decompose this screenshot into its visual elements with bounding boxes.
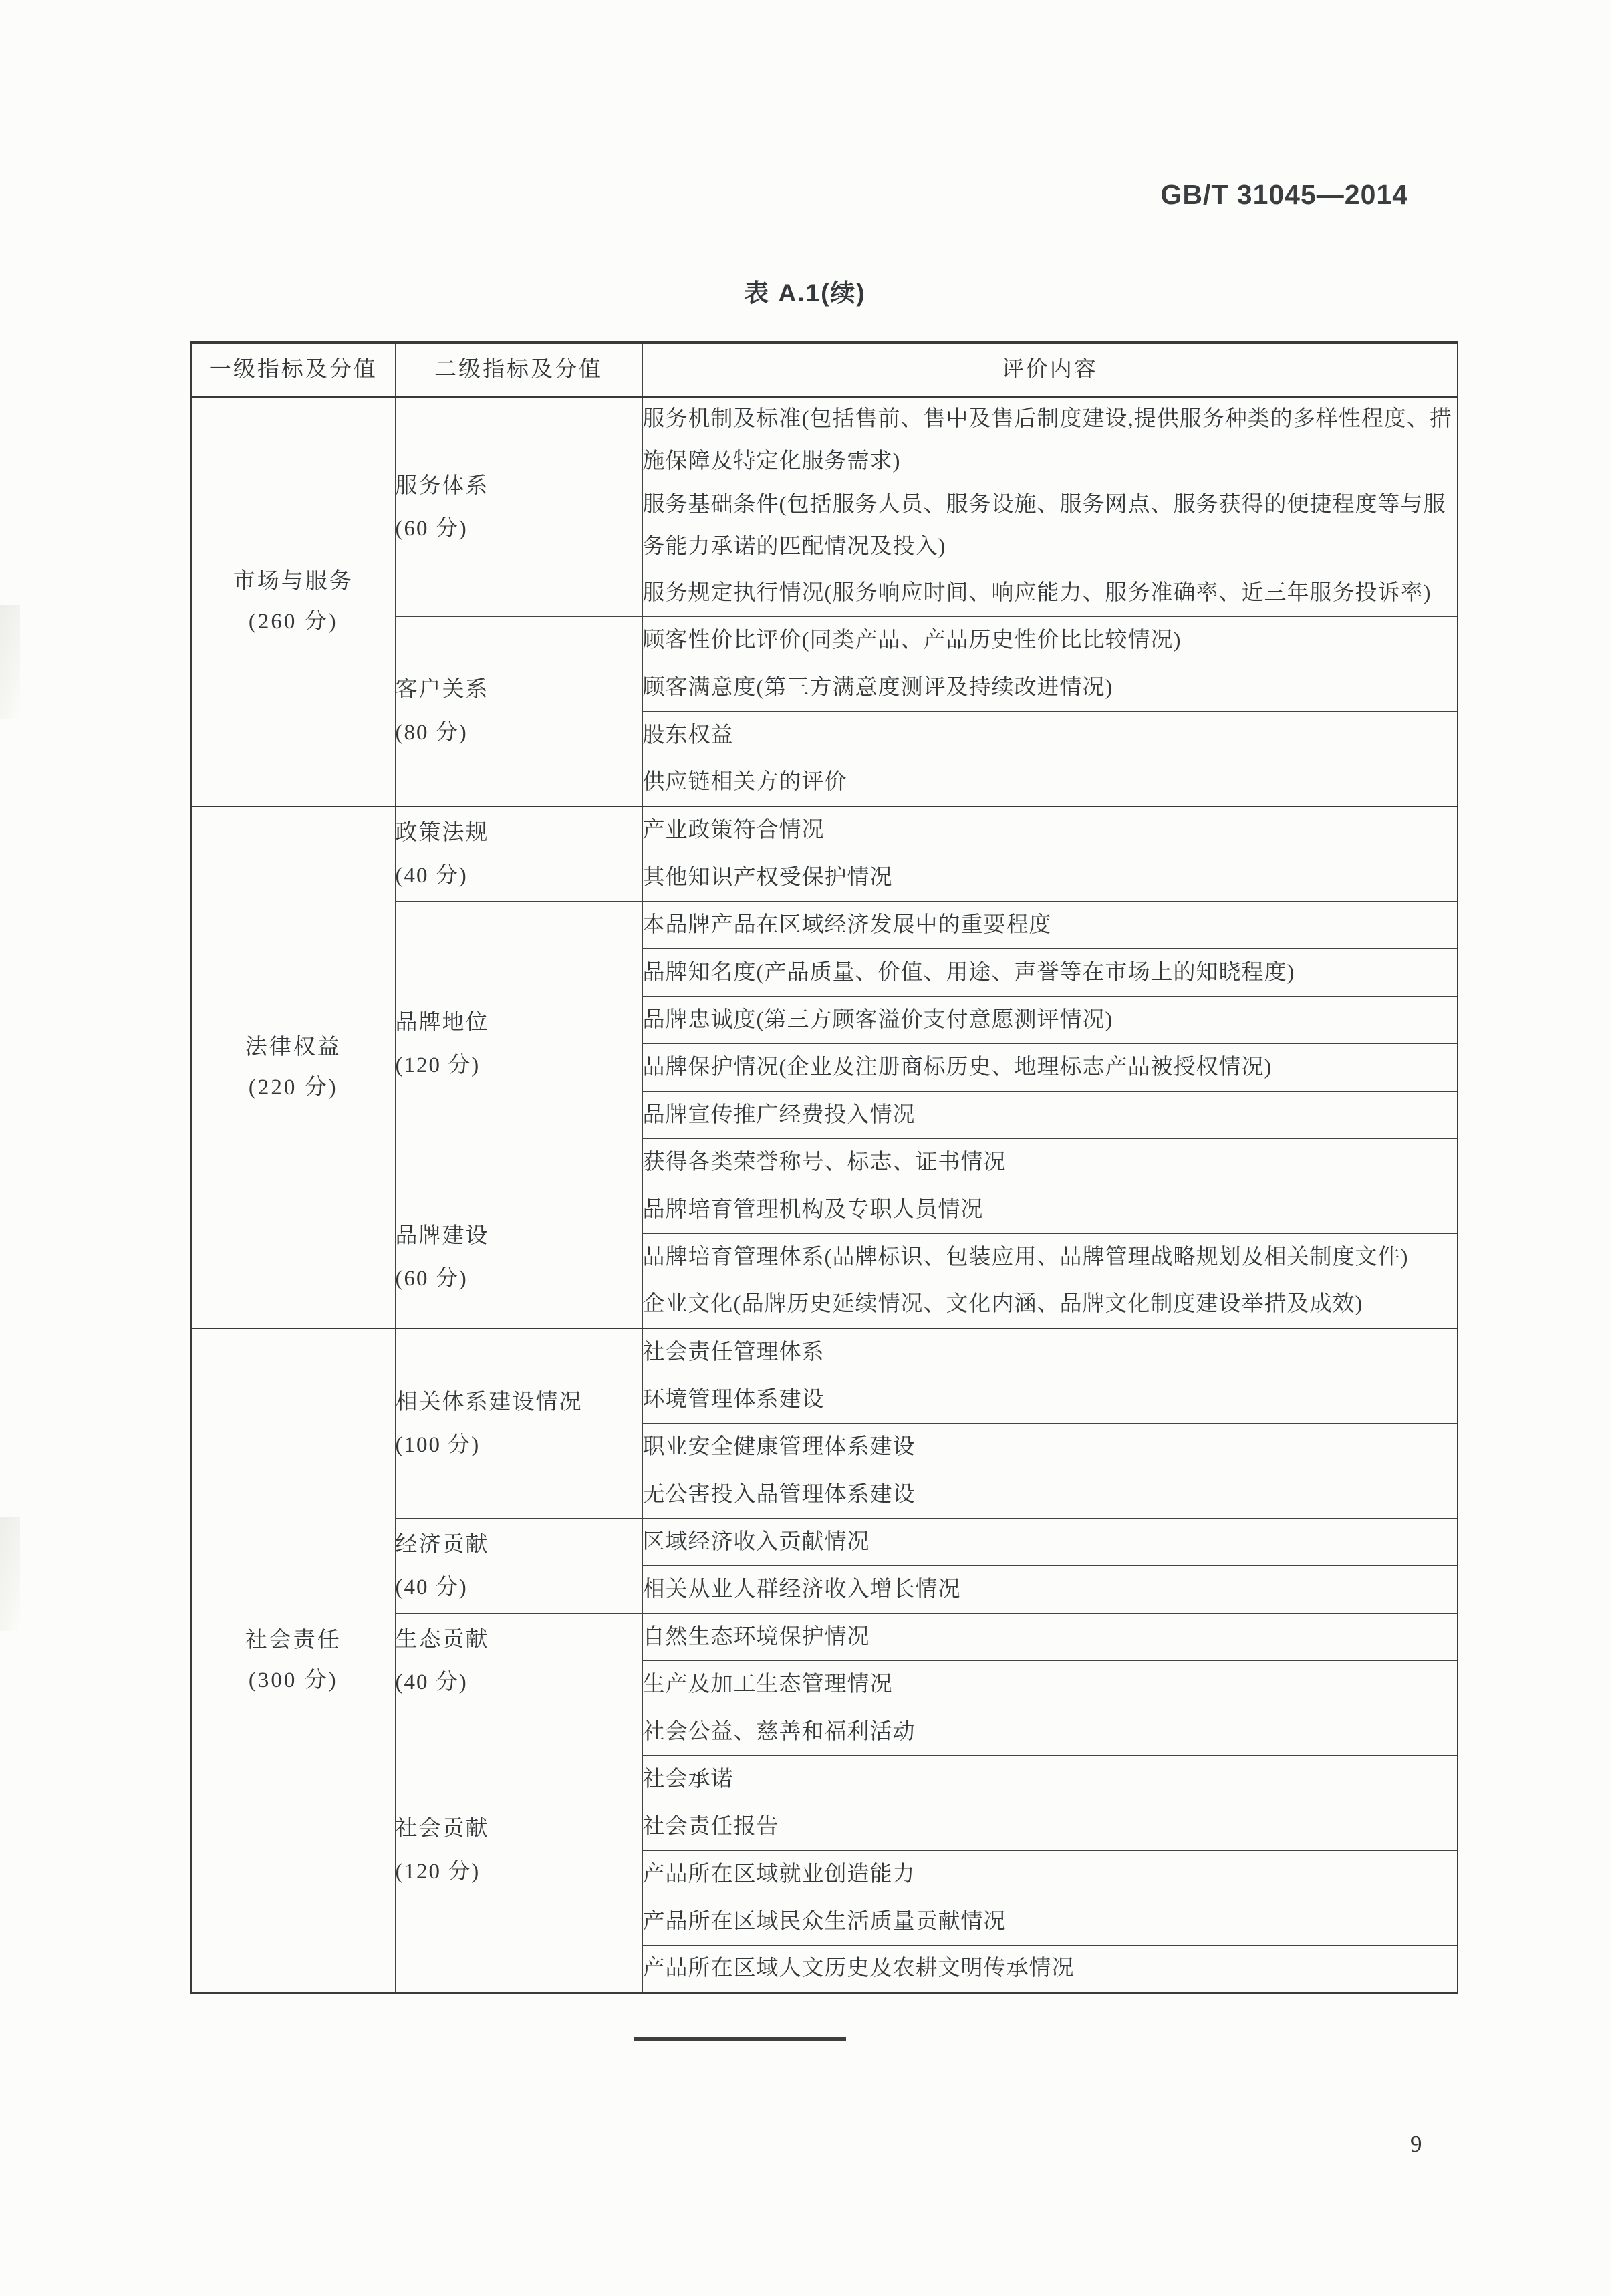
evaluation-content-cell: 品牌忠诚度(第三方顾客溢价支付意愿测评情况): [642, 997, 1458, 1044]
level2-indicator-score: (60 分): [395, 516, 468, 541]
evaluation-content-cell: 相关从业人群经济收入增长情况: [642, 1566, 1458, 1614]
level2-indicator-score: (120 分): [395, 1053, 481, 1077]
evaluation-content-cell: 生产及加工生态管理情况: [642, 1661, 1458, 1708]
level2-indicator-cell: [395, 1614, 642, 1708]
level1-indicator-score: (260 分): [248, 610, 338, 634]
level2-indicator-score: (40 分): [395, 1670, 468, 1694]
table-header-row: [191, 342, 1458, 397]
table-row: [191, 1329, 1458, 1376]
level1-indicator-cell: [191, 1329, 395, 1993]
level1-indicator-name: 市场与服务: [233, 569, 354, 594]
level2-indicator-name: 社会贡献: [395, 1817, 489, 1841]
level1-indicator-score: (300 分): [248, 1668, 338, 1693]
level2-indicator-score: (80 分): [395, 721, 468, 745]
level2-indicator-name: 服务体系: [395, 473, 489, 498]
evaluation-content-cell: 股东权益: [642, 712, 1458, 759]
level1-indicator-cell: [191, 807, 395, 1329]
table-row: [191, 397, 1458, 483]
evaluation-content-cell: 社会承诺: [642, 1756, 1458, 1803]
standard-code: GB/T 31045—2014: [1160, 179, 1408, 210]
page-number: 9: [1410, 2131, 1422, 2157]
level2-indicator-name: 客户关系: [395, 678, 489, 703]
level1-indicator-name: 法律权益: [245, 1035, 342, 1059]
evaluation-content-cell: 社会责任报告: [642, 1803, 1458, 1851]
level2-indicator-name: 相关体系建设情况: [395, 1390, 583, 1414]
level2-indicator-cell: [395, 1708, 642, 1993]
level2-indicator-cell: [395, 902, 642, 1186]
evaluation-content-cell: 获得各类荣誉称号、标志、证书情况: [642, 1139, 1458, 1186]
evaluation-content-cell: 品牌培育管理机构及专职人员情况: [642, 1186, 1458, 1234]
column-header-level2: 二级指标及分值: [395, 342, 642, 397]
end-of-table-rule: [634, 2037, 846, 2041]
evaluation-content-cell: 社会责任管理体系: [642, 1329, 1458, 1376]
level2-indicator-score: (40 分): [395, 1575, 468, 1600]
level1-indicator-score: (220 分): [248, 1075, 338, 1100]
level2-indicator-name: 品牌建设: [395, 1223, 489, 1248]
table-title: 表 A.1(续): [744, 279, 866, 307]
evaluation-content-cell: 自然生态环境保护情况: [642, 1614, 1458, 1661]
scan-artifact: [0, 1517, 20, 1631]
evaluation-content-cell: 社会公益、慈善和福利活动: [642, 1708, 1458, 1756]
evaluation-content-cell: 品牌保护情况(企业及注册商标历史、地理标志产品被授权情况): [642, 1044, 1458, 1092]
evaluation-content-cell: 产品所在区域民众生活质量贡献情况: [642, 1898, 1458, 1946]
evaluation-content-cell: 其他知识产权受保护情况: [642, 854, 1458, 902]
evaluation-content-cell: 顾客满意度(第三方满意度测评及持续改进情况): [642, 664, 1458, 712]
level2-indicator-name: 经济贡献: [395, 1532, 489, 1557]
level2-indicator-score: (100 分): [395, 1432, 481, 1457]
evaluation-content-cell: 环境管理体系建设: [642, 1376, 1458, 1424]
level2-indicator-name: 生态贡献: [395, 1627, 489, 1652]
level2-indicator-score: (120 分): [395, 1860, 481, 1884]
evaluation-content-cell: 供应链相关方的评价: [642, 759, 1458, 807]
evaluation-content-cell: 职业安全健康管理体系建设: [642, 1424, 1458, 1471]
level2-indicator-cell: [395, 1519, 642, 1614]
evaluation-content-cell: 产品所在区域人文历史及农耕文明传承情况: [642, 1946, 1458, 1993]
level2-indicator-cell: [395, 397, 642, 617]
level2-indicator-cell: [395, 1329, 642, 1519]
table-row: [191, 807, 1458, 854]
indicator-table: [190, 341, 1458, 1994]
level1-indicator-name: 社会责任: [245, 1628, 342, 1653]
evaluation-content-cell: 服务规定执行情况(服务响应时间、响应能力、服务准确率、近三年服务投诉率): [642, 569, 1458, 617]
level2-indicator-score: (60 分): [395, 1266, 468, 1291]
level2-indicator-score: (40 分): [395, 863, 468, 888]
evaluation-content-cell: 品牌培育管理体系(品牌标识、包装应用、品牌管理战略规划及相关制度文件): [642, 1234, 1458, 1281]
level2-indicator-cell: [395, 617, 642, 807]
evaluation-content-cell: 顾客性价比评价(同类产品、产品历史性价比比较情况): [642, 617, 1458, 664]
evaluation-content-cell: 产品所在区域就业创造能力: [642, 1851, 1458, 1898]
evaluation-content-cell: 区域经济收入贡献情况: [642, 1519, 1458, 1566]
evaluation-content-cell: 无公害投入品管理体系建设: [642, 1471, 1458, 1519]
level2-indicator-name: 品牌地位: [395, 1010, 489, 1035]
evaluation-content-cell: 本品牌产品在区域经济发展中的重要程度: [642, 902, 1458, 949]
evaluation-content-cell: 品牌宣传推广经费投入情况: [642, 1092, 1458, 1139]
level1-indicator-cell: [191, 397, 395, 807]
scan-artifact: [0, 605, 20, 719]
evaluation-content-cell: 企业文化(品牌历史延续情况、文化内涵、品牌文化制度建设举措及成效): [642, 1281, 1458, 1329]
evaluation-content-cell: 品牌知名度(产品质量、价值、用途、声誉等在市场上的知晓程度): [642, 949, 1458, 997]
evaluation-content-cell: 服务机制及标准(包括售前、售中及售后制度建设,提供服务种类的多样性程度、措施保障及特定化服务需求): [642, 397, 1458, 483]
evaluation-content-cell: 服务基础条件(包括服务人员、服务设施、服务网点、服务获得的便捷程度等与服务能力承诺的匹配情况及投入): [642, 483, 1458, 569]
evaluation-content-cell: 产业政策符合情况: [642, 807, 1458, 854]
level2-indicator-cell: [395, 1186, 642, 1329]
level2-indicator-name: 政策法规: [395, 820, 489, 845]
indicator-table-wrap: [190, 341, 1458, 1994]
column-header-level1: 一级指标及分值: [191, 342, 395, 397]
indicator-table-body: [191, 397, 1458, 1993]
column-header-content: 评价内容: [642, 342, 1458, 397]
level2-indicator-cell: [395, 807, 642, 902]
